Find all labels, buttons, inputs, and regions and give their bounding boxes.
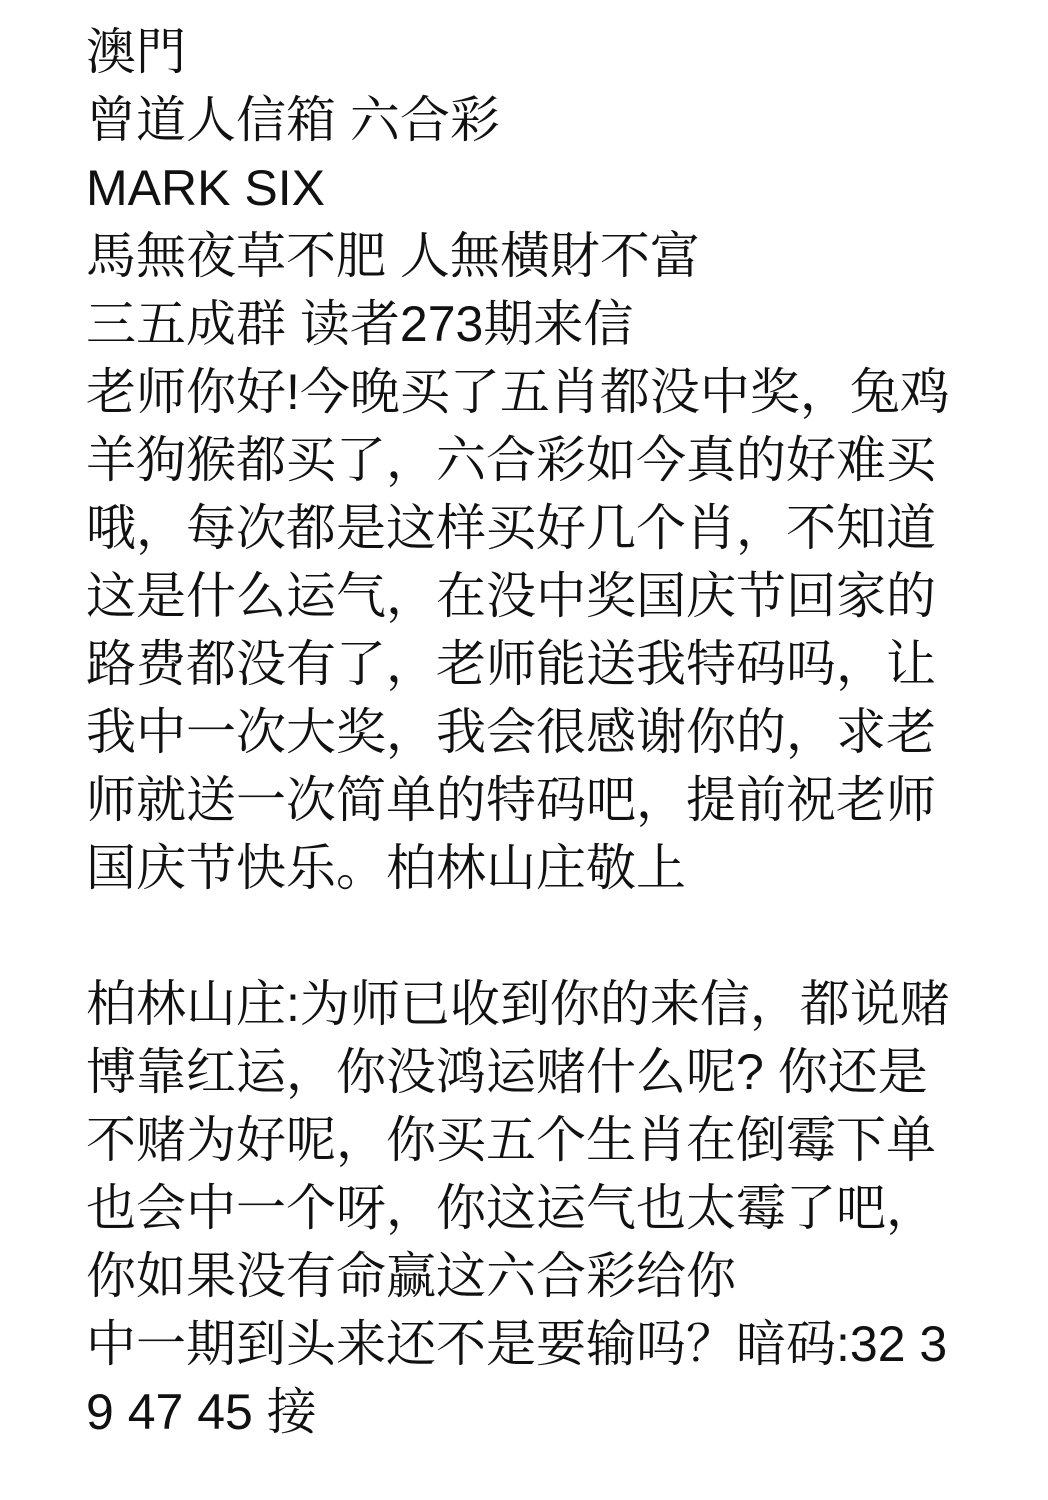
reply-line: 博靠红运，你没鸿运赌什么呢? 你还是 [86, 1044, 928, 1100]
reply-line: 不赌为好呢，你买五个生肖在倒霉下单 [86, 1112, 936, 1168]
letter-line: 路费都没有了，老师能送我特码吗，让 [86, 636, 936, 692]
reply-line: 也会中一个呀，你这运气也太霉了吧， [86, 1180, 936, 1236]
reply-line: 你如果没有命赢这六合彩给你 [86, 1248, 736, 1304]
line-issue-header: 三五成群 读者273期来信 [86, 296, 634, 352]
letter-line: 哦，每次都是这样买好几个肖，不知道 [86, 500, 936, 556]
letter-line: 老师你好!今晚买了五肖都没中奖，兔鸡 [86, 364, 950, 420]
letter-line: 这是什么运气，在没中奖国庆节回家的 [86, 568, 936, 624]
line-region: 澳門 [86, 24, 186, 80]
line-proverb: 馬無夜草不肥 人無橫財不富 [86, 228, 700, 284]
letter-line: 我中一次大奖，我会很感谢你的，求老 [86, 704, 936, 760]
reply-line: 柏林山庄:为师已收到你的来信，都说赌 [86, 976, 950, 1032]
letter-line: 羊狗猴都买了，六合彩如今真的好难买 [86, 432, 936, 488]
letter-line: 师就送一次简单的特码吧，提前祝老师 [86, 772, 936, 828]
blank-line [86, 902, 1008, 970]
reply-line-code: 中一期到头来还不是要输吗？暗码:32 3 [86, 1316, 948, 1372]
line-mark-six: MARK SIX [86, 160, 325, 216]
letter-line-signature: 国庆节快乐。柏林山庄敬上 [86, 840, 686, 896]
reply-line-code-cont: 9 47 45 接 [86, 1384, 317, 1440]
line-title: 曾道人信箱 六合彩 [86, 92, 500, 148]
